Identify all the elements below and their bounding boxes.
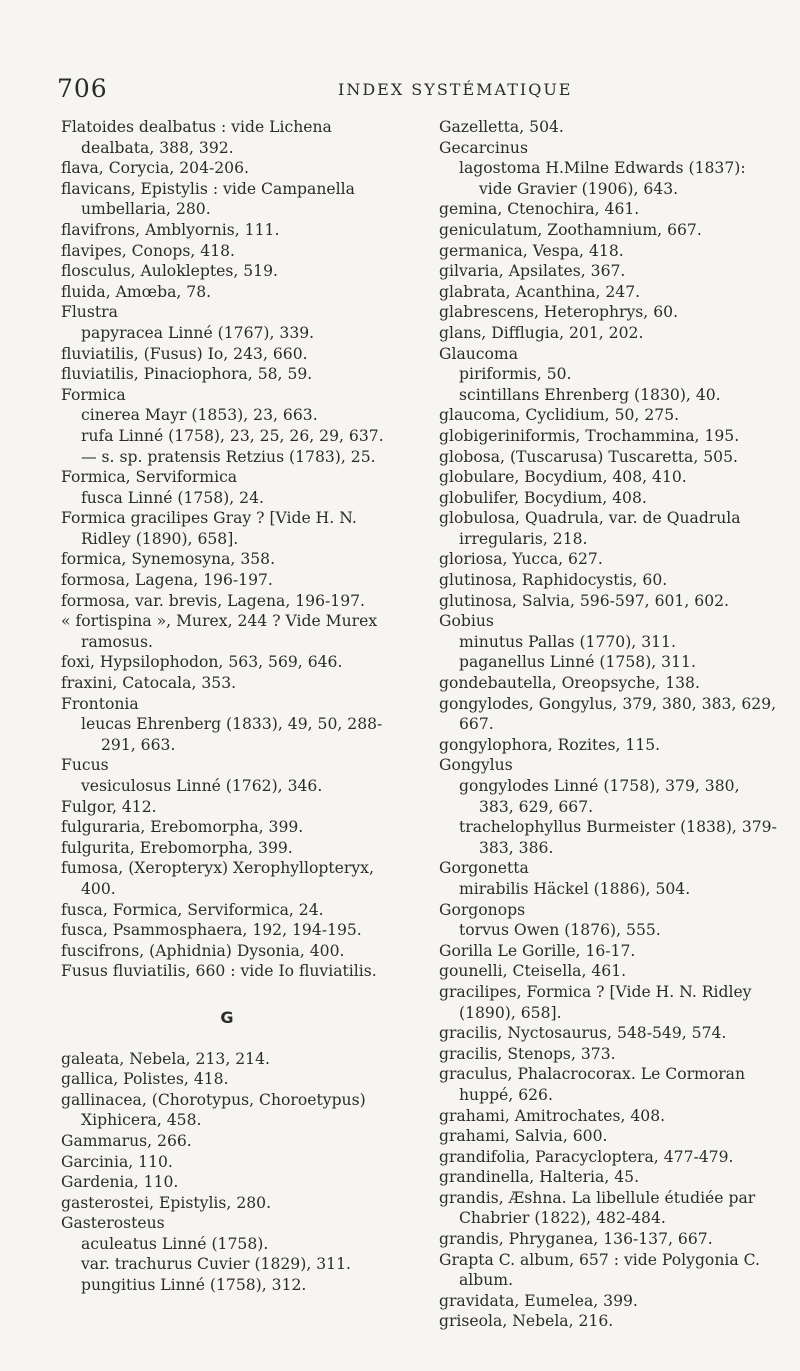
index-entry: foxi, Hypsilophodon, 563, 569, 646. bbox=[61, 653, 343, 672]
index-entry: Gammarus, 266. bbox=[61, 1131, 192, 1150]
index-entry: Gorilla Le Gorille, 16-17. bbox=[439, 941, 636, 960]
index-subentry: vesiculosus Linné (1762), 346. bbox=[81, 777, 323, 795]
index-entry: Frontonia bbox=[61, 694, 139, 713]
index-entry: gravidata, Eumelea, 399. bbox=[439, 1291, 638, 1310]
index-subentry: torvus Owen (1876), 555. bbox=[459, 921, 661, 940]
index-entry: Glaucoma bbox=[439, 344, 518, 363]
index-entry: Fusus fluviatilis, 660 : vide Io fluviatilis. bbox=[61, 962, 377, 981]
index-subentry: piriformis, 50. bbox=[459, 365, 572, 384]
index-entry: geniculatum, Zoothamnium, 667. bbox=[439, 220, 702, 239]
index-entry: formosa, var. brevis, Lagena, 196-197. bbox=[61, 591, 366, 610]
index-entry: Gobius bbox=[439, 612, 494, 631]
index-entry: Gasterosteus bbox=[61, 1214, 165, 1233]
index-entry: grandifolia, Paracycloptera, 477-479. bbox=[439, 1147, 734, 1166]
index-subentry: leucas Ehrenberg (1833), 49, 50, 288-291, 663. bbox=[81, 715, 383, 754]
index-entry: fluviatilis, (Fusus) Io, 243, 660. bbox=[61, 344, 308, 363]
index-entry: formica, Synemosyna, 358. bbox=[61, 550, 276, 569]
index-subentry: papyracea Linné (1767), 339. bbox=[81, 323, 315, 342]
index-subentry: gongylodes Linné (1758), 379, 380, 383, 629, 667. bbox=[459, 777, 740, 816]
index-entry: gracilis, Stenops, 373. bbox=[439, 1044, 616, 1063]
index-entry: gongylodes, Gongylus, 379, 380, 383, 629, 667. bbox=[439, 694, 777, 734]
index-entry: Formica bbox=[61, 385, 126, 404]
index-subentry: minutus Pallas (1770), 311. bbox=[459, 632, 676, 651]
index-subentry: mirabilis Häckel (1886), 504. bbox=[459, 879, 691, 898]
index-entry: Garcinia, 110. bbox=[61, 1152, 173, 1171]
index-column-right bbox=[439, 117, 779, 1332]
index-subentry: paganellus Linné (1758), 311. bbox=[459, 653, 696, 672]
index-entry: gallica, Polistes, 418. bbox=[61, 1070, 229, 1089]
index-subentry: var. trachurus Cuvier (1829), 311. bbox=[81, 1255, 351, 1274]
index-subentry: cinerea Mayr (1853), 23, 663. bbox=[81, 406, 318, 425]
index-subentry: trachelophyllus Burmeister (1838), 379-383, 386. bbox=[459, 818, 777, 857]
index-subentry: — s. sp. pratensis Retzius (1783), 25. bbox=[81, 447, 376, 466]
index-entry: gilvaria, Apsilates, 367. bbox=[439, 262, 626, 281]
index-entry: glabrescens, Heterophrys, 60. bbox=[439, 303, 679, 322]
index-entry: fusca, Psammosphaera, 192, 194-195. bbox=[61, 921, 362, 940]
index-entry: glabrata, Acanthina, 247. bbox=[439, 282, 641, 301]
section-letter-heading: G bbox=[220, 1007, 234, 1027]
index-entry: grandis, Æshna. La libellule étudiée par Chabrier (1822), 482-484. bbox=[439, 1188, 756, 1228]
running-title: INDEX SYSTÉMATIQUE bbox=[338, 80, 573, 99]
index-subentry: pungitius Linné (1758), 312. bbox=[81, 1276, 307, 1295]
index-entry: gongylophora, Rozites, 115. bbox=[439, 735, 661, 754]
page-number: 706 bbox=[57, 74, 108, 103]
index-entry: germanica, Vespa, 418. bbox=[439, 241, 624, 260]
index-entry: Gardenia, 110. bbox=[61, 1173, 179, 1192]
index-entry: « fortispina », Murex, 244 ? Vide Murex ramosus. bbox=[61, 612, 378, 651]
index-subentry: scintillans Ehrenberg (1830), 40. bbox=[459, 385, 721, 404]
index-entry: grahami, Amitrochates, 408. bbox=[439, 1106, 666, 1125]
index-entry: grahami, Salvia, 600. bbox=[439, 1127, 608, 1146]
index-entry: globosa, (Tuscarusa) Tuscaretta, 505. bbox=[439, 447, 738, 466]
index-entry: galeata, Nebela, 213, 214. bbox=[61, 1049, 270, 1068]
index-entry: flavipes, Conops, 418. bbox=[61, 241, 235, 260]
index-subentry: rufa Linné (1758), 23, 25, 26, 29, 637. bbox=[81, 426, 384, 445]
index-entry: gloriosa, Yucca, 627. bbox=[439, 550, 603, 569]
index-entry: Gongylus bbox=[439, 756, 513, 775]
index-entry: flavifrons, Amblyornis, 111. bbox=[61, 220, 280, 239]
index-entry: grandinella, Halteria, 45. bbox=[439, 1168, 640, 1187]
index-entry: fusca, Formica, Serviformica, 24. bbox=[61, 900, 324, 919]
index-entry: globigeriniformis, Trochammina, 195. bbox=[439, 426, 740, 445]
index-entry: Gorgonops bbox=[439, 900, 526, 919]
index-entry: Gorgonetta bbox=[439, 859, 529, 878]
index-column-left bbox=[61, 117, 393, 1296]
index-entry: graculus, Phalacrocorax. Le Cormoran huppé, 626. bbox=[439, 1065, 746, 1104]
index-entry: fluida, Amœba, 78. bbox=[61, 282, 212, 301]
index-entry: Formica, Serviformica bbox=[61, 468, 238, 487]
index-entry: Flustra bbox=[61, 303, 118, 322]
index-entry: fumosa, (Xeropteryx) Xerophyllopteryx, 400. bbox=[61, 859, 374, 898]
index-entry: gracilis, Nyctosaurus, 548-549, 574. bbox=[439, 1024, 727, 1043]
index-entry: glutinosa, Salvia, 596-597, 601, 602. bbox=[439, 591, 729, 610]
index-subentry: fusca Linné (1758), 24. bbox=[81, 488, 264, 507]
index-entry: fraxini, Catocala, 353. bbox=[61, 674, 237, 693]
index-entry: fulgurita, Erebomorpha, 399. bbox=[61, 838, 293, 857]
index-entry: gracilipes, Formica ? [Vide H. N. Ridley (1890), 658]. bbox=[439, 982, 752, 1022]
index-entry: gasterostei, Epistylis, 280. bbox=[61, 1193, 272, 1212]
index-entry: globulosa, Quadrula, var. de Quadrula irregularis, 218. bbox=[439, 509, 741, 548]
index-entry: Fucus bbox=[61, 756, 109, 775]
index-entry: Grapta C. album, 657 : vide Polygonia C. album. bbox=[439, 1250, 760, 1290]
index-entry: globulifer, Bocydium, 408. bbox=[439, 488, 647, 507]
index-entry: flavicans, Epistylis : vide Campanella umbellaria, 280. bbox=[61, 179, 355, 219]
index-subentry: aculeatus Linné (1758). bbox=[81, 1234, 269, 1253]
index-entry: flava, Corycia, 204-206. bbox=[61, 159, 249, 178]
index-entry: fluviatilis, Pinaciophora, 58, 59. bbox=[61, 365, 313, 384]
index-entry: Gazelletta, 504. bbox=[439, 118, 564, 136]
index-entry: gemina, Ctenochira, 461. bbox=[439, 200, 640, 219]
index-entry: fuscifrons, (Aphidnia) Dysonia, 400. bbox=[61, 941, 345, 960]
index-entry: Formica gracilipes Gray ? [Vide H. N. Ridley (1890), 658]. bbox=[61, 509, 357, 548]
index-entry: glans, Difflugia, 201, 202. bbox=[439, 323, 644, 342]
index-entry: glutinosa, Raphidocystis, 60. bbox=[439, 571, 668, 590]
index-entry: Gecarcinus bbox=[439, 138, 528, 157]
index-entry: gallinacea, (Chorotypus, Choroetypus) Xiphicera, 458. bbox=[61, 1090, 366, 1130]
index-entry: Fulgor, 412. bbox=[61, 797, 157, 816]
index-entry: gounelli, Cteisella, 461. bbox=[439, 962, 627, 981]
index-entry: glaucoma, Cyclidium, 50, 275. bbox=[439, 406, 680, 425]
index-entry: Flatoides dealbatus : vide Lichena dealbata, 388, 392. bbox=[61, 118, 332, 157]
index-entry: grandis, Phryganea, 136-137, 667. bbox=[439, 1230, 713, 1249]
index-entry: formosa, Lagena, 196-197. bbox=[61, 571, 273, 590]
index-entry: globulare, Bocydium, 408, 410. bbox=[439, 468, 687, 487]
index-entry: griseola, Nebela, 216. bbox=[439, 1312, 614, 1331]
index-subentry: lagostoma H.Milne Edwards (1837): vide Gravier (1906), 643. bbox=[459, 159, 746, 198]
index-entry: flosculus, Aulokleptes, 519. bbox=[61, 262, 278, 281]
index-entry: fulguraria, Erebomorpha, 399. bbox=[61, 818, 304, 837]
index-entry: gondebautella, Oreopsyche, 138. bbox=[439, 674, 700, 693]
